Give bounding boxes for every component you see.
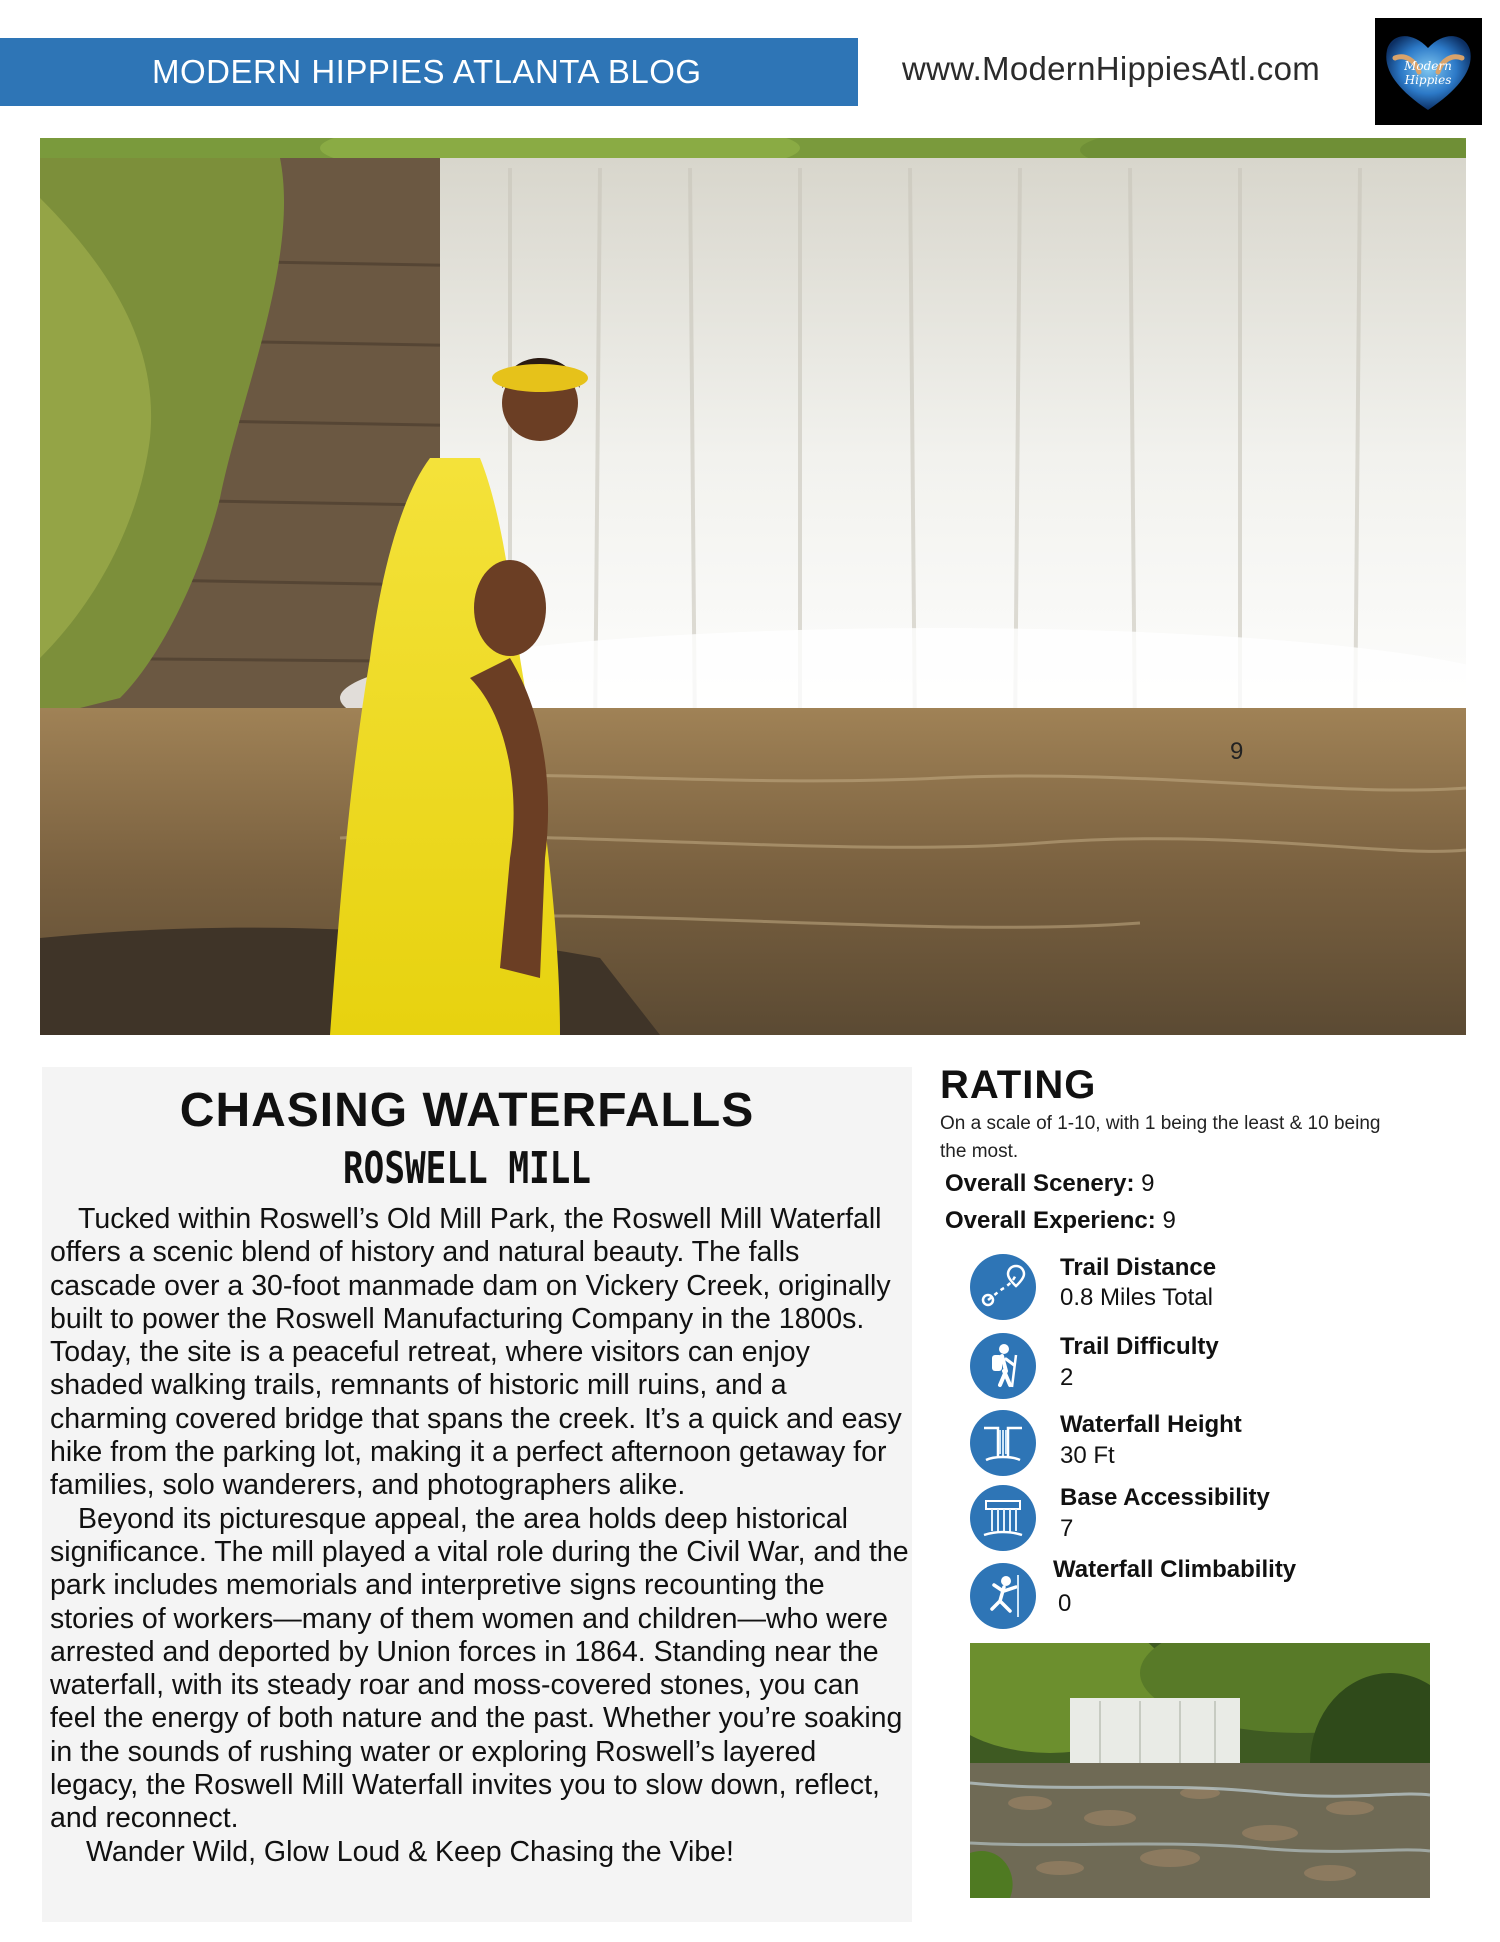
experience-label: Overall Experienc:: [945, 1207, 1156, 1234]
metric-value-trail-difficulty: 2: [1060, 1364, 1074, 1391]
metric-label-trail-difficulty: Trail Difficulty: [1060, 1333, 1219, 1360]
scenery-rating: [945, 1170, 1154, 1198]
metric-label-waterfall-height: Waterfall Height: [1060, 1411, 1242, 1438]
metric-value-waterfall-height: 30 Ft: [1060, 1442, 1115, 1469]
rating-description: On a scale of 1-10, with 1 being the least & 10 being the most.: [940, 1113, 1381, 1162]
article-body: [50, 1203, 910, 1869]
article-title: CHASING WATERFALLS: [179, 1084, 755, 1137]
hero-photo: [40, 138, 1466, 1035]
climber-icon: [970, 1563, 1036, 1629]
experience-value: 9: [1162, 1207, 1176, 1234]
scenery-value: 9: [1141, 1170, 1155, 1197]
blog-title: MODERN HIPPIES ATLANTA BLOG: [152, 53, 702, 90]
waterfall-photo-illustration: [40, 138, 1466, 1035]
metric-label-waterfall-climbability: Waterfall Climbability: [1053, 1556, 1297, 1583]
rating-title: RATING: [940, 1063, 1097, 1107]
creek-photo-illustration: [970, 1643, 1430, 1898]
metric-value-waterfall-climbability: 0: [1058, 1590, 1072, 1617]
article-signoff: Wander Wild, Glow Loud & Keep Chasing the Vibe!: [86, 1835, 734, 1868]
article-paragraph: Tucked within Roswell’s Old Mill Park, the Roswell Mill Waterfall offers a scenic blend of history and natural beauty. The falls cascade over a 30-foot manmade dam on Vickery Creek, originally built to power the Roswell Manufacturing Company in the 1800s. Today, the site is a peaceful retreat, where visitors can enjoy shaded walking trails, remnants of historic mill ruins, and a charming covered bridge that spans the creek. It’s a quick and easy hike from the parking lot, making it a perfect afternoon getaway for families, solo wanderers, and photographers alike.: [50, 1203, 902, 1502]
waterfall-base-icon: [970, 1485, 1036, 1551]
metric-label-trail-distance: Trail Distance: [1060, 1254, 1217, 1281]
article-paragraph: Beyond its picturesque appeal, the area holds deep historical significance. The mill played a vital role during the Civil War, and the park includes memorials and interpretive signs recounting the stories of workers—many of them women and children—who were arrested and deported by Union forces in 1864. Standing near the waterfall, with its steady roar and moss-covered stones, you can feel the energy of both nature and the past. Whether you’re soaking in the sounds of rushing water or exploring Roswell’s layered legacy, the Roswell Mill Waterfall invites you to slow down, reflect, and reconnect.: [50, 1502, 909, 1835]
site-url-link[interactable]: www.ModernHippiesAtl.com: [902, 50, 1321, 87]
scenery-label: Overall Scenery:: [945, 1170, 1135, 1197]
metric-value-trail-distance: 0.8 Miles Total: [1060, 1284, 1213, 1311]
metric-label-base-accessibility: Base Accessibility: [1060, 1484, 1270, 1511]
waterfall-icon: [970, 1410, 1036, 1476]
experience-rating: [945, 1207, 1176, 1235]
creek-photo: [970, 1643, 1430, 1898]
map-route-icon: [970, 1254, 1036, 1320]
svg-text:Modern: Modern: [1404, 59, 1452, 73]
hiker-icon: [970, 1333, 1036, 1399]
logo: [1375, 18, 1482, 125]
heart-hands-logo-icon: [1375, 18, 1482, 125]
metric-value-base-accessibility: 7: [1060, 1515, 1074, 1542]
blog-banner: [0, 38, 858, 106]
article-subtitle: ROSWELL MILL: [343, 1143, 591, 1194]
svg-text:Hippies: Hippies: [1404, 73, 1452, 87]
hero-overlay-number: 9: [1230, 738, 1244, 765]
